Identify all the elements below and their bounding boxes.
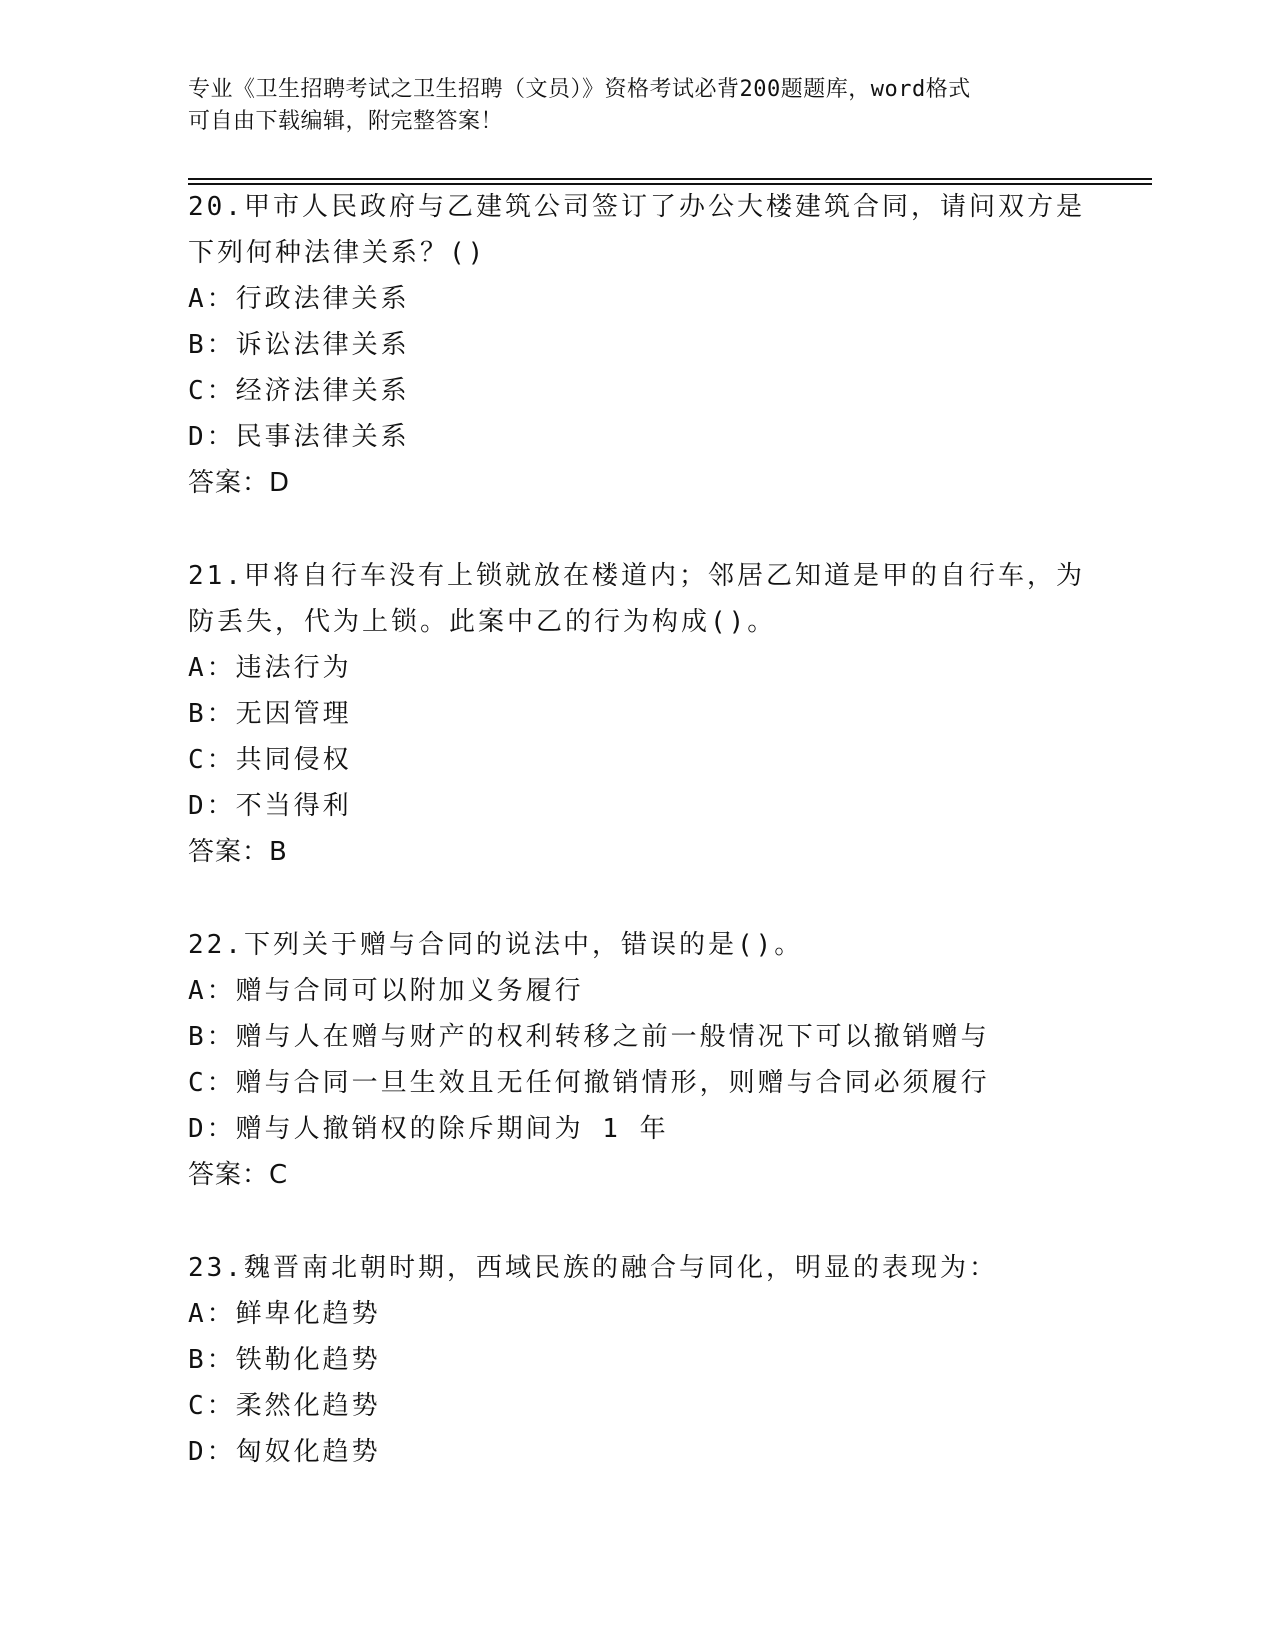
question-stem: 下列何种法律关系？()	[188, 238, 487, 268]
question-21	[188, 553, 1088, 875]
option-b: B：铁勒化趋势	[188, 1345, 381, 1375]
option-b: B：诉讼法律关系	[188, 330, 410, 360]
question-stem: 22.下列关于赠与合同的说法中，错误的是()。	[188, 930, 804, 960]
header-line-1: 专业《卫生招聘考试之卫生招聘（文员）》资格考试必背200题题库，word格式	[188, 77, 971, 102]
option-d: D：赠与人撤销权的除斥期间为 1 年	[188, 1114, 669, 1144]
option-a: A：行政法律关系	[188, 284, 410, 314]
answer-label: 答案：D	[188, 468, 291, 498]
option-d: D：民事法律关系	[188, 422, 410, 452]
option-a: A：赠与合同可以附加义务履行	[188, 976, 584, 1006]
question-22	[188, 922, 1088, 1198]
option-a: A：违法行为	[188, 653, 352, 683]
option-d: D：匈奴化趋势	[188, 1437, 381, 1467]
option-b: B：赠与人在赠与财产的权利转移之前一般情况下可以撤销赠与	[188, 1022, 990, 1052]
question-stem: 23.魏晋南北朝时期，西域民族的融合与同化，明显的表现为：	[188, 1253, 998, 1283]
option-c: C：赠与合同一旦生效且无任何撤销情形，则赠与合同必须履行	[188, 1068, 990, 1098]
header-rule-top	[188, 178, 1152, 180]
option-c: C：共同侵权	[188, 745, 352, 775]
question-stem: 20.甲市人民政府与乙建筑公司签订了办公大楼建筑合同，请问双方是	[188, 192, 1085, 222]
answer-label: 答案：C	[188, 1160, 289, 1190]
option-a: A：鲜卑化趋势	[188, 1299, 381, 1329]
document-header	[188, 74, 1068, 138]
option-c: C：柔然化趋势	[188, 1391, 381, 1421]
question-23	[188, 1245, 1088, 1475]
question-stem: 21.甲将自行车没有上锁就放在楼道内；邻居乙知道是甲的自行车，为	[188, 561, 1085, 591]
option-d: D：不当得利	[188, 791, 352, 821]
option-b: B：无因管理	[188, 699, 352, 729]
question-20	[188, 184, 1088, 506]
question-stem: 防丢失，代为上锁。此案中乙的行为构成()。	[188, 607, 777, 637]
header-line-2: 可自由下载编辑，附完整答案！	[188, 109, 504, 134]
answer-label: 答案：B	[188, 837, 288, 867]
option-c: C：经济法律关系	[188, 376, 410, 406]
